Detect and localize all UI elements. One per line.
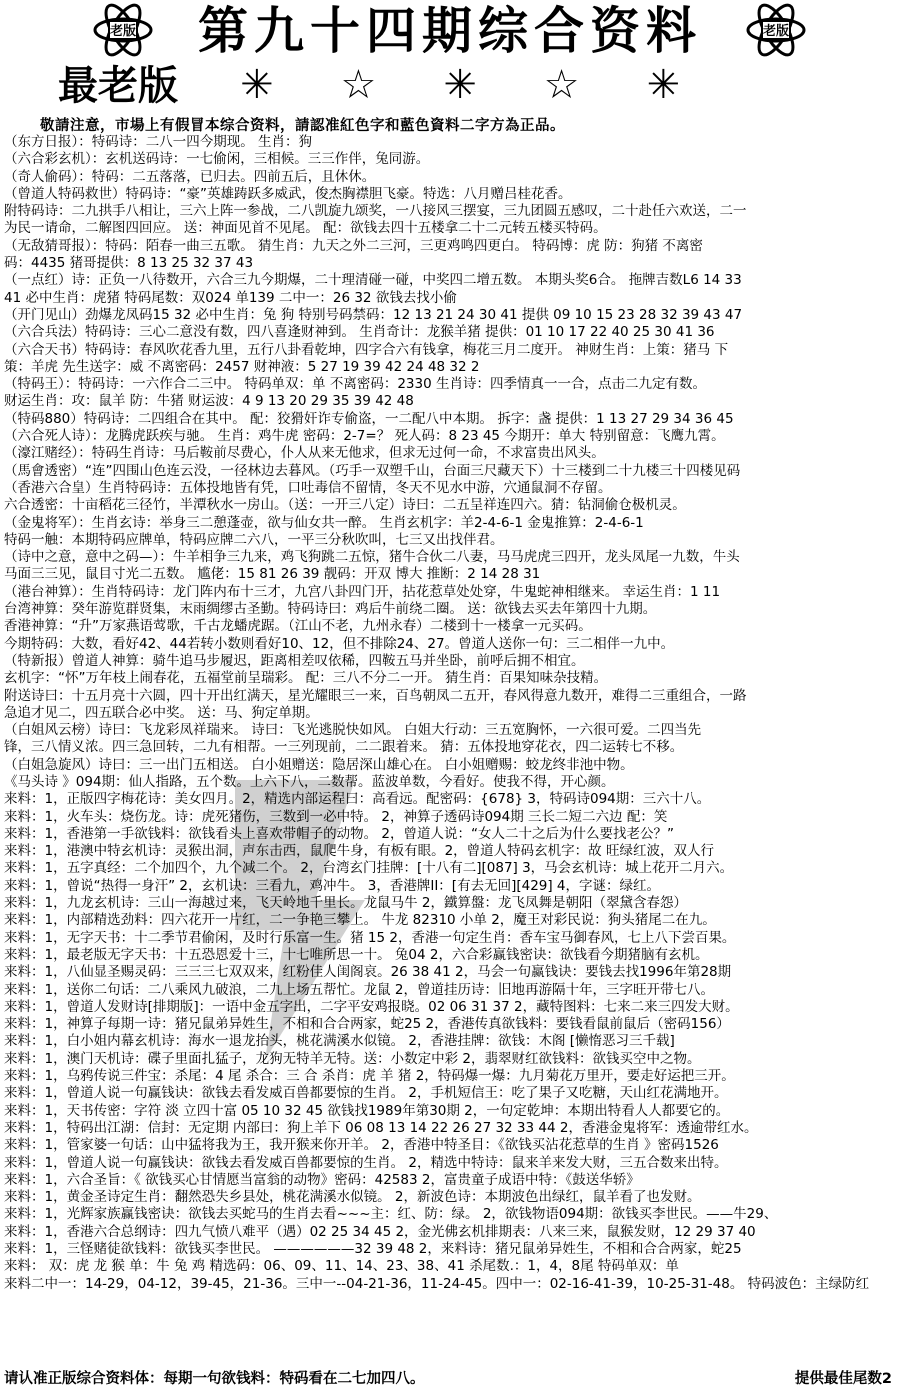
content-line: （六合死人诗）：龙腾虎跃疾与驰。 生肖：鸡牛虎 密码：2-7=？ 死人码：8 23 45 今期开：单大 特别留意：飞鹰九霄。 — [4, 428, 725, 445]
content-line: 为民一请命，二解图四回应。 送：神面见首不见尾。 配：欲钱去四十五楼拿二十二元转五楼买特码。 — [4, 220, 607, 237]
content-line: 来料：1，香港第一手欲钱料：欲钱看头上喜欢带帽子的动物。 2，曾道人说：“女人二十之后为什么要找老公？” — [4, 825, 674, 842]
content-line: 附送诗曰：十五月亮十六圆，四十开出红满天，星光耀眼三一来，百鸟朝凤二五开，春风得意九数开，难得二三重组合，一路 — [4, 687, 747, 704]
content-line: （港台神算）：生肖特码诗：龙门阵内布十三才，九宫八卦四门开，拈花惹草处处穿，牛鬼蛇神相继来。 幸运生肖：1 11 — [4, 583, 721, 600]
content-line: （六合兵法）特码诗：三心二意没有数，四八喜逢财神到。 生肖奇计：龙猴羊猪 提供：01 10 17 22 40 25 30 41 36 — [4, 324, 715, 341]
content-line: 《马头诗 》094期：仙人指路，五个数。上六下八，二数帮。蓝波单数，今看好。使我不得，开心颜。 — [4, 773, 615, 790]
content-line: （曾道人特码救世）特码诗：“豪”英雄踌跃多威武，俊杰胸襟胆飞豪。特选：八月赠吕桂花香。 — [4, 185, 572, 202]
content-line: 六合透密：十亩稻花三径竹，半潭秋水一房山。（送：一开三八定）诗曰：二五呈祥连四六。猜：钻洞偷仓极机灵。 — [4, 497, 686, 514]
content-line: 来料：1，内部精选劲料：四六花开一片红，二一争艳三攀上。 牛龙 82310 小单 2，魔王对彩民说：狗头猪尾二在九。 — [4, 912, 716, 929]
content-line: （奇人偷码）：特码：二五落落，已归去。四前五后，且休休。 — [4, 168, 376, 185]
content-line: 来料：1，乌鸦传说三件宝：杀尾：4 尾 杀合：三 合 杀肖：虎 羊 猪 2，特码爆一爆：九月菊花万里开，要走好运把三开。 — [4, 1068, 735, 1085]
content-line: 来料：1，特码出江湖：信封：无定期 内部曰：狗上羊下 06 08 13 14 22 26 27 32 33 44 2，香港金鬼将军：透逾带红水。 — [4, 1119, 758, 1136]
content-line: 来料：1，曾道人说一句赢钱诀：欲钱去看发威百兽都要惊的生肖。 2，精选中特诗：鼠来羊来发大财，三五合数来出特。 — [4, 1154, 728, 1171]
content-line: 财运生肖：攻：鼠羊 防：牛猪 财运波：4 9 13 20 29 35 39 42 48 — [4, 393, 414, 410]
logo-text: 老版 — [109, 24, 137, 39]
content-line: 来料：1，五字真经：二个加四个，九个减二个。 2，台湾玄门挂牌：[十八有二][087] 3，马会玄机诗：城上花开二月六。 — [4, 860, 734, 877]
content-line: 台湾神算：癸年游览群贤集，末雨绸缪古圣勤。特码诗曰：鸡后牛前绕二圈。 送：欲钱去买去年第四十九期。 — [4, 601, 657, 618]
star-row — [240, 60, 680, 110]
content-line: 香港神算：“升”万家燕语莺歌，千古龙蟠虎踞。（江山不老，九州永春）二楼到十一楼拿一元买码。 — [4, 618, 592, 635]
asterisk-star-icon: ✳ — [646, 62, 680, 108]
content-line: 锋，三八情义浓。四三急回转，二九有相帮。一三列现前，二二跟着来。 猜：五体投地穿花衣，四二运转七不移。 — [4, 739, 684, 756]
content-line: （馬會透密）“连”四围山色连云没，一径林边去暮风。（巧手一双塑千山，台面三尺藏天下）十三楼到二十九楼三十四楼见码 — [4, 462, 741, 479]
content-line: 来料：1，九龙玄机诗：三山一海越过来，飞天岭地千里长。龙鼠马牛 2，鐵算盤：龙飞凤舞是朝阳（翠黛含春怨） — [4, 895, 687, 912]
content-line: 来料：1，火车头：烧伤龙。诗：虎死猪伤，三数到一必中特。 2，神算子透码诗094期 三长二短二六边 配：笑 — [4, 808, 668, 825]
content-line: 来料：1，曾道人说一句赢钱诀：欲钱去看发威百兽都要惊的生肖。 2，手机短信王：吃了果子又吃糖，天山红花满地开。 — [4, 1085, 728, 1102]
content-line: （六合彩玄机）：玄机送码诗：一七偷闲，三相候。三三作伴，兔同游。 — [4, 151, 430, 168]
content-line: （特码王）：特码诗：一六作合二三中。 特码单双：单 不离密码：2330 生肖诗：四季情真一一合，点击二九定有数。 — [4, 376, 706, 393]
content-line: 来料：1，香港六合总纲诗：四九气愤八难平（遇）02 25 34 45 2，金光佛玄机排期表：八来三来，鼠猴发财，12 29 37 40 — [4, 1223, 756, 1240]
outline-star-icon: ☆ — [340, 62, 377, 108]
content-line: 来料：1，天书传密：字符 淡 立四十富 05 10 32 45 欲钱找1989年第30期 2，一句定乾坤：本期出特看人人都要它的。 — [4, 1102, 730, 1119]
content-line: 来料：1，管家婆一句话：山中猛将我为王，我开猴来你开羊。 2，香港中特圣目：《欲钱买沾花惹草的生肖 》密码1526 — [4, 1137, 719, 1154]
footer — [4, 1368, 896, 1390]
content-line: （白姐风云榜）诗曰：飞龙彩凤祥瑞来。 诗曰：飞光逃脱快如风。 白姐大行动：三五宽胸怀，一六很可爱。二四当先 — [4, 722, 702, 739]
content-line: 急追才见二，四五联合必中奖。 送：马、狗定单期。 — [4, 704, 319, 721]
content-line: 来料：1，神算子每期一诗：猪兄鼠弟异姓生，不相和合合两家，蛇25 2，香港传真欲钱料：要钱看鼠前鼠后（密码156） — [4, 1016, 730, 1033]
content-line: （金鬼将军）：生肖玄诗：举身三二憩蓬壶，欲与仙女共一醉。 生肖玄机字：羊2-4-6-1 金鬼推算：2-4-6-1 — [4, 514, 644, 531]
content-line: 来料：1，无字天书：十二季节君偷闲，及时行乐富一生。猪 15 2，香港一句定生肖：香车宝马御春风，七上八下尝百果。 — [4, 929, 736, 946]
asterisk-star-icon: ✳ — [443, 62, 477, 108]
outline-star-icon: ☆ — [543, 62, 580, 108]
content-line: 来料：1，光辉家族赢钱密诀：欲钱去买蛇马的生肖去看~~~主：红、防：绿。 2，欲钱物语094期：欲钱买李世民。——牛29、 — [4, 1206, 778, 1223]
footer-tail-number: 提供最佳尾数2 — [794, 1371, 892, 1387]
edition-label: 最老版 — [58, 62, 178, 109]
content-line: 来料：1，六合圣旨：《 欲钱买心甘情愿当富翁的动物》密码：42583 2，富贵童子成语中特：《鼓送华轿》 — [4, 1171, 640, 1188]
content-line: 来料：1，澳门天机诗：碟子里面扎猛子，龙狗无特羊无特。送：小数定中彩 2，翡翠财红欲钱料：欲钱买空中之物。 — [4, 1050, 701, 1067]
content-line: 来料二中一：14-29，04-12，39-45，21-36。三中一--04-21-36，11-24-45。四中一：02-16-41-39，10-25-31-48。 特码波色：主绿防红 — [4, 1275, 870, 1292]
asterisk-star-icon: ✳ — [240, 62, 274, 108]
content-line: 来料：1，黄金圣诗定生肖：翻然恐失乡县处，桃花满溪水似镜。 2，新波色诗：本期波色出绿红，鼠羊看了也发财。 — [4, 1189, 701, 1206]
content-line: （无敌猜哥报）：特码：陌春一曲三五歌。 猜生肖：九天之外二三河，三更鸡鸣四更白。 特码博：虎 防：狗猪 不离密 — [4, 237, 703, 254]
content-line: 特码一触：本期特码应牌单，特码应牌二六八，一平三分秋吹叫，七三又出找伴君。 — [4, 531, 504, 548]
content-line: 码：4435 猪哥提供：8 13 25 32 37 43 — [4, 255, 254, 272]
data-content — [4, 134, 894, 1293]
content-line: （特码880）特码诗：二四组合在其中。 配：狡猾奸诈专偷盗，一二配八中本期。 拆字：盏 提供：1 13 27 29 34 36 45 — [4, 410, 734, 427]
content-line: 来料：1，最老版无字天书：十五恐恩爱十三，十七唯所思一十。 兔04 2，六合彩赢钱密诀：欲钱看今期猪脑有玄机。 — [4, 946, 709, 963]
content-line: 来料：1，八仙显圣赐灵码：三三三七双双来，红粉佳人闺阁哀。26 38 41 2，马会一句赢钱诀：要钱去找1996年第28期 — [4, 964, 732, 981]
atom-logo-icon — [745, 2, 807, 58]
content-line: （白姐急旋风）诗曰：三一出门五相送。 白小姐赠送：隐居深山雄心在。 白小姐赠赐：蛟龙终非池中物。 — [4, 756, 634, 773]
content-line: （开门见山）劲爆龙凤码15 32 必中生肖：兔 狗 特别号码禁码：12 13 21 24 30 41 提供 09 10 15 23 28 32 39 43 47 — [4, 306, 743, 323]
content-line: （东方日报）：特码诗：二八一四今期现。 生肖：狗 — [4, 134, 313, 150]
header — [0, 0, 900, 120]
content-line: （诗中之意，意中之码—）：牛羊相争三九来，鸡飞狗跳二五惊，猪牛合伙二八妻，马马虎虎三四开，龙头凤尾一九数，牛头 — [4, 549, 740, 566]
content-line: 策：羊虎 先生送字：威 不离密码：2457 财神液：5 27 19 39 42 24 48 32 2 — [4, 358, 480, 375]
content-line: 来料：1，三怪赌徒欲钱料：欲钱买李世民。 ——————32 39 48 2，来料诗：猪兄鼠弟异姓生，不相和合合两家，蛇25 — [4, 1241, 742, 1257]
content-line: 来料：1，港澳中特玄机诗：灵猴出洞，声东击西，鼠爬牛身，有板有眼。2，曾道人特码玄机字：故 旺绿红波，双人行 — [4, 843, 714, 860]
content-line: （六合天书）特码诗：春风吹花香九里，五行八卦看乾坤，四字合六有钱拿，梅花三月二度开。 神财生肖：上策：猪马 下 — [4, 341, 729, 358]
content-line: （特新报）曾道人神算：骑牛追马步履迟，距离相差叹依稀，四鞍五马并坐卧，前呼后拥不相宜。 — [4, 652, 585, 669]
content-line: 附特码诗：二九拱手八相让，三六上阵一参战，二八凯旋九颂奖，一八接风三摆宴，三九团圆五感叹，二十赴任六欢送，二一 — [4, 203, 747, 220]
content-line: 马面三三见，鼠目寸光二五数。 尴佬：15 81 26 39 靓码：开双 博大 推断：2 14 28 31 — [4, 566, 541, 583]
content-line: 玄机字：“怀”万年枝上闹春花，五福堂前呈瑞彩。 配：三八不分二一开。 猜生肖：百果知味杂技精。 — [4, 670, 608, 687]
page-title: 第九十四期综合资料 — [198, 1, 702, 60]
logo-text: 老版 — [762, 24, 790, 39]
content-line: 来料：1，正版四字梅花诗：美女四月。2，精选内部运程曰：高看远。配密码：{678} 3，特码诗094期：三六十八。 — [4, 791, 711, 808]
content-line: （濠江赌经）：特码生肖诗：马后鞍前尽费心，仆人从来无他求，但求无过何一命，不求富贵出风头。 — [4, 445, 605, 462]
content-line: 来料：1，曾道人发财诗[排期版]：一语中金五字出，二字平安鸡报晓。02 06 31 37 2，藏特图料：七来二来三四发大财。 — [4, 998, 739, 1015]
content-line: 41 必中生肖：虎猪 特码尾数：双024 单139 二中一：26 32 欲钱去找小偷 — [4, 289, 457, 306]
content-line: （香港六合皇）生肖特码诗：五体投地皆有凭，口吐毒信不留情，冬天不见水中游，穴通鼠洞不存留。 — [4, 479, 612, 496]
content-line: 来料： 双：虎 龙 猴 单：牛 兔 鸡 精选码：06、09、11、14、23、38、41 杀尾数.：1，4，8尾 特码单双：单 — [4, 1258, 679, 1275]
content-line: 来料：1，白小姐内幕玄机诗：海水一退龙抬头，桃花满溪水似镜。 2，香港挂牌：欲钱：木阁 [懒惰恶习三千载] — [4, 1033, 675, 1050]
content-line: 来料：1，曾说“热得一身汗” 2，玄机诀：三看九，鸡冲牛。 3，香港牌II：[有去无回][429] 4，字谜：绿红。 — [4, 877, 661, 894]
content-line: 来料：1，送你二句话：二八乘风九破浪，二九上场五帮忙。龙鼠 2，曾道挂历诗：旧地再游隔十年，三字旺开带七八。 — [4, 981, 714, 998]
atom-logo-icon — [92, 2, 154, 58]
content-line: 今期特码：大数，看好42、44若转小数则看好10、12，但不排除24、27。曾道人送你一句：三二相伴一九中。 — [4, 635, 675, 652]
footer-slogan: 请认准正版综合资料体：每期一句欲钱料：特码看在二七加四八。 — [4, 1371, 425, 1387]
content-line: （一点红）诗：正负一八待数开，六合三九今期爆，二十理清碰一碰，中奖四二增五数。 本期头奖6合。 拖牌吉数L6 14 33 — [4, 272, 742, 289]
authenticity-notice: 敬請注意，市場上有假冒本综合资料，請認准紅色字和藍色資料二字方為正品。 — [40, 117, 565, 134]
